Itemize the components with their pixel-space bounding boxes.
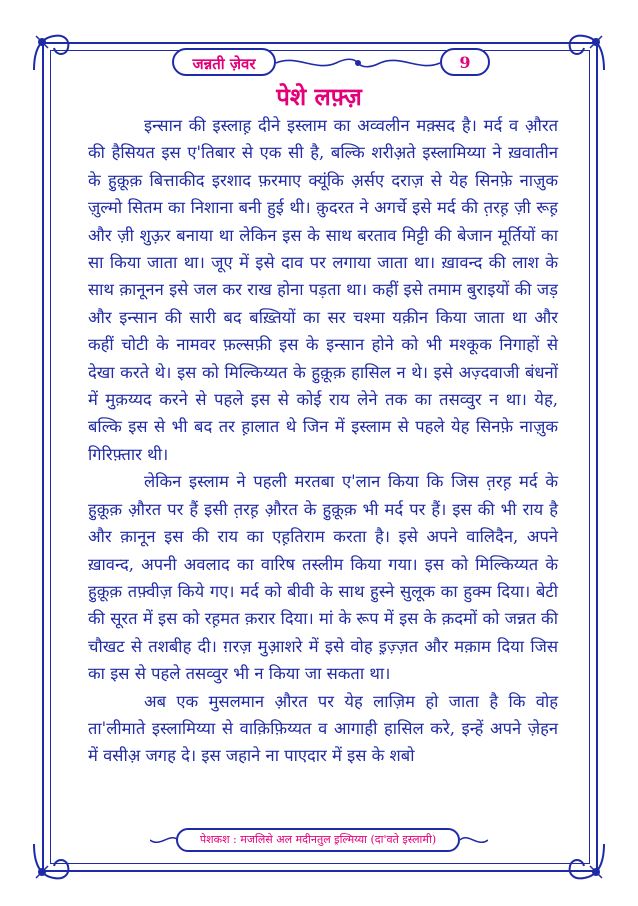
publisher-footer: पेशकश : मजलिसे अल मदीनतुल इ़ल्मिय्या (दा'वते इस्लामी) bbox=[176, 828, 460, 852]
chapter-heading: पेशे लफ़्ज़ bbox=[276, 82, 362, 111]
corner-ornament-top-right-icon bbox=[562, 30, 608, 76]
corner-ornament-bottom-right-icon bbox=[562, 838, 608, 884]
paragraph: अब एक मुसलमान औ़रत पर येह लाज़िम हो जाता है कि वोह ता'लीमाते इस्लामिय्या से वाक़िफ़िय्यत व आगाही हासिल करे, इन्हें अपने ज़ेहन में वसीअ़ जगह दे। इस जहाने ना पाएदार में इस के शबो bbox=[88, 691, 558, 766]
page-number-badge: 9 bbox=[440, 48, 490, 76]
footer-flourish-left-icon bbox=[150, 832, 178, 848]
paragraph: लेकिन इस्लाम ने पहली मरतबा ए'लान किया कि जिस त़रह़ मर्द के हु़क़ूक़ औ़रत पर हैं इसी त़रह़ औ़रत के हु़क़ूक़ भी मर्द पर हैं। इस की भी राय है और क़ानून इस की राय का एह़तिराम करता है। इसे अपने वालिदैन, अपने ख़ावन्द, अपनी अवलाद का वारिष तस्लीम किया गया। इस को मिल्किय्यत के हु़क़ूक़ तफ़्वीज़ किये गए। मर्द को बीवी के साथ हु़स्ने सुलूक का हुक्म दिया। बेटी की सूरत में इस को रह़मत क़रार दिया। मां के रूप में इस के क़दमों को जन्नत की चौखट से तशबीह दी। ग़रज़ मुआ़शरे में इसे वोह इ़ज़्ज़त और मक़ाम दिया जिस का इस से पहले तसव्वुर भी न किया जा सकता था। bbox=[88, 472, 558, 684]
paragraph: इन्सान की इस्लाह़ दीने इस्लाम का अव्वलीन मक़्सद है। मर्द व औ़रत की हैसियत इस ए'तिबार से एक सी है, बल्कि शरीअ़ते इस्लामिय्या ने ख़वातीन के हु़क़ूक़ बित्ताकीद इरशाद फ़रमाए क्यूंकि अ़र्सए दराज़ से येह सिनफ़े नाज़ुक ज़ुल्मो सितम का निशाना बनी हुई थी। क़ुदरत ने अगर्चे इसे मर्द की त़रह़ ज़ी रूह़ और ज़ी शुऊ़र बनाया था लेकिन इस के साथ बरताव मिट्टी की बेजान मूर्तियों का सा किया जाता था। जूए में इसे दाव पर लगाया जाता था। ख़ावन्द की लाश के साथ क़ानूनन इसे जल कर राख होना पड़ता था। कहीं इसे तमाम बुराइयों की जड़ और इन्सान की सारी बद बख़्तियों का सर चश्मा यक़ीन किया जाता था और कहीं चोटी के नामवर फ़ल्सफ़ी इस के इन्सान होने को भी मश्कूक निगाहों से देखा करते थे। इस को मिल्किय्यत के हु़क़ूक़ हासिल न थे। इसे अज़्दवाजी बंधनों में मुक़य्यद करने से पहले इस से कोई राय लेने तक का तसव्वुर न था। येह, बल्कि इस से भी बद तर ह़ालात थे जिन में इस्लाम से पहले येह सिनफ़े नाज़ुक गिरिफ़्तार थी। bbox=[88, 116, 558, 464]
body-text bbox=[88, 112, 558, 770]
header-flourish-icon bbox=[276, 52, 440, 74]
corner-ornament-bottom-left-icon bbox=[30, 838, 76, 884]
corner-ornament-top-left-icon bbox=[30, 30, 76, 76]
footer-flourish-right-icon bbox=[460, 832, 488, 848]
book-title-badge: जन्नती ज़ेवर bbox=[172, 48, 276, 76]
